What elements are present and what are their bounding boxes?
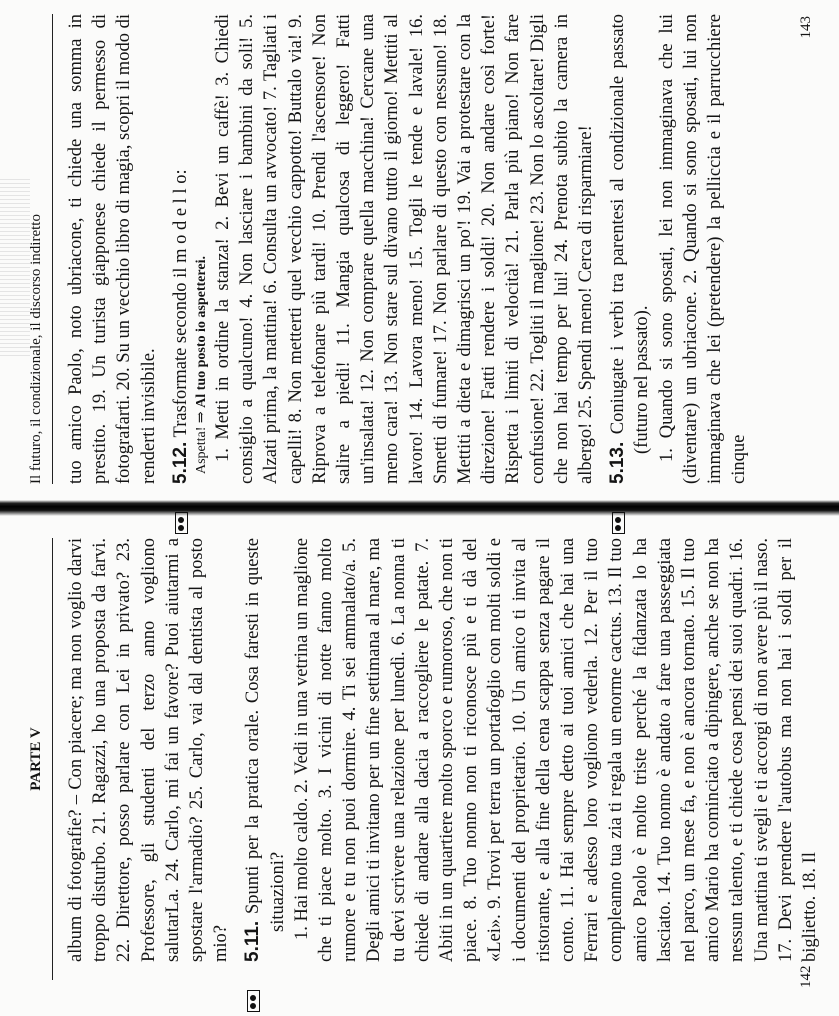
exercise-number: 5.13.	[607, 441, 629, 484]
pair-work-icon	[612, 512, 625, 534]
right-column	[64, 14, 751, 484]
exercise-instruction: Coniugate i verbi tra parentesi al condizionale passato (futuro nel passato).	[608, 13, 653, 454]
exercise-title	[606, 14, 654, 484]
model-label: Aspetta!	[194, 426, 210, 474]
running-header: Il futuro, il condizionale, il discorso indiretto	[28, 214, 44, 484]
exercise-5-12	[169, 14, 598, 484]
exercise-body: 1. Metti in ordine la stanza! 2. Bevi un caffè! 3. Chiedi consiglio a qualcuno! 4. Non lasciare i bambini da soli! 5. Alzati prima, la mattina! 6. Consulta un avvocato! 7. Tagliati i capelli! 8. Non metterti quel vecchio cappotto! Buttalo via! 9. Riprova a telefonare più tardi! 10. Prendi l'ascensore! Non salire a piedi! 11. Mangia qualcosa di leggero! Fatti un'insalata! 12. Non comprare quella macchina! Cercane una meno cara! 13. Non stare sul divano tutto il giorno! Mettiti al lavoro! 14. Lavora meno! 15. Togli le tende e lavale! 16. Smetti di fumare! 17. Non parlare di questo con nessuno! 18. Mettiti a dieta e dimagrisci un po'! 19. Vai a protestare con la direzione! Fatti rendere i soldi! 20. Non andare così forte! Rispetta i limiti di velocità! 21. Parla più piano! Non fare confusione! 22. Togliti il maglione! 23. Non lo ascoltare! Digli che non hai tempo per lui! 24. Prenota subito la camera in albergo! 25. Spendi meno! Cerca di risparmiare!	[213, 14, 597, 484]
exercise-instruction: Trasformate secondo il m o d e l l o:	[170, 169, 191, 438]
exercise-instruction: Spunti per la pratica orale. Cosa faresti in queste situazioni?	[243, 537, 288, 932]
arrow-icon: ⇒	[194, 411, 210, 424]
running-header: PARTE V	[28, 727, 44, 791]
left-column	[64, 538, 822, 962]
exercise-body: 1. Hai molto caldo. 2. Vedi in una vetrina un maglione che ti piace molto. 3. I vicini di notte fanno molto rumore e tu non puoi dormire. 4. Ti sei ammalato/a. 5. Degli amici ti invitano per un fine settimana al mare, ma tu devi scrivere una relazione per lunedì. 6. La nonna ti chiede di andare alla dacia a raccogliere le patate. 7. Abiti in un quartiere molto sporco e rumoroso, che non ti piace. 8. Tuo nonno non ti riconosce più e ti dà del «Lei». 9. Trovi per terra un portafoglio con molti soldi e i documenti del proprietario. 10. Un amico ti invita al ristorante, e alla fine della cena scappa senza pagare il conto. 11. Hai sempre detto ai tuoi amici che hai una Ferrari e adesso loro vogliono vederla. 12. Per il tuo compleanno tua zia ti regala un enorme cactus. 13. Il tuo amico Paolo è molto triste perché la fidanzata lo ha lasciato. 14. Tuo nonno è andato a fare una passeggiata nel parco, un mese fa, e non è ancora tornato. 15. Il tuo amico Mario ha cominciato a dipingere, anche se non ha nessun talento, e ti chiede cosa pensi dei suoi quadri. 16. Una mattina ti svegli e ti accorgi di non avere più il naso. 17. Devi prendere l'autobus ma non hai i soldi per il biglietto. 18. Il	[291, 538, 821, 962]
continuation-text: album di fotografie? – Con piacere; ma non voglio darvi troppo disturbo. 21. Ragazzi, ho una proposta da farvi. 22. Direttore, posso parlare con Lei in privato? 23. Professore, gli studenti del terzo anno vogliono salutarLa. 24. Carlo, mi fai un favore? Puoi aiutarmi a spostare l'armadio? 25. Carlo, vai dal dentista al posto mio?	[66, 538, 232, 962]
exercise-number: 5.11.	[242, 920, 264, 962]
exercise-5-11	[241, 538, 822, 962]
exercise-number: 5.12.	[169, 441, 191, 484]
right-page	[0, 0, 839, 500]
continuation-text: tuo amico Paolo, noto ubriacone, ti chiede una somma in prestito. 19. Un turista giapponese chiede il permesso di fotografarti. 20. Su un vecchio libro di magia, scopri il modo di renderti invisibile.	[66, 14, 159, 484]
exercise-5-13	[606, 14, 751, 484]
exercise-body: 1. Quando si sono sposati, lei non immaginava che lui (diventare) un ubriacone. 2. Quando si sono sposati, lui non immaginava che lei (pretendere) la pelliccia e il parrucchiere cinque	[656, 14, 750, 484]
left-page	[0, 516, 839, 1016]
page-number: 142	[798, 965, 814, 988]
page-number: 143	[798, 16, 814, 39]
header-rule	[52, 538, 53, 980]
pair-work-icon	[247, 990, 260, 1012]
exercise-title	[169, 14, 193, 484]
model-answer: Al tuo posto io aspetterei.	[194, 256, 210, 408]
header-rule	[52, 14, 53, 484]
pair-work-icon	[175, 512, 188, 534]
model-example	[193, 14, 211, 484]
book-gutter	[0, 500, 839, 516]
exercise-title	[241, 538, 289, 962]
